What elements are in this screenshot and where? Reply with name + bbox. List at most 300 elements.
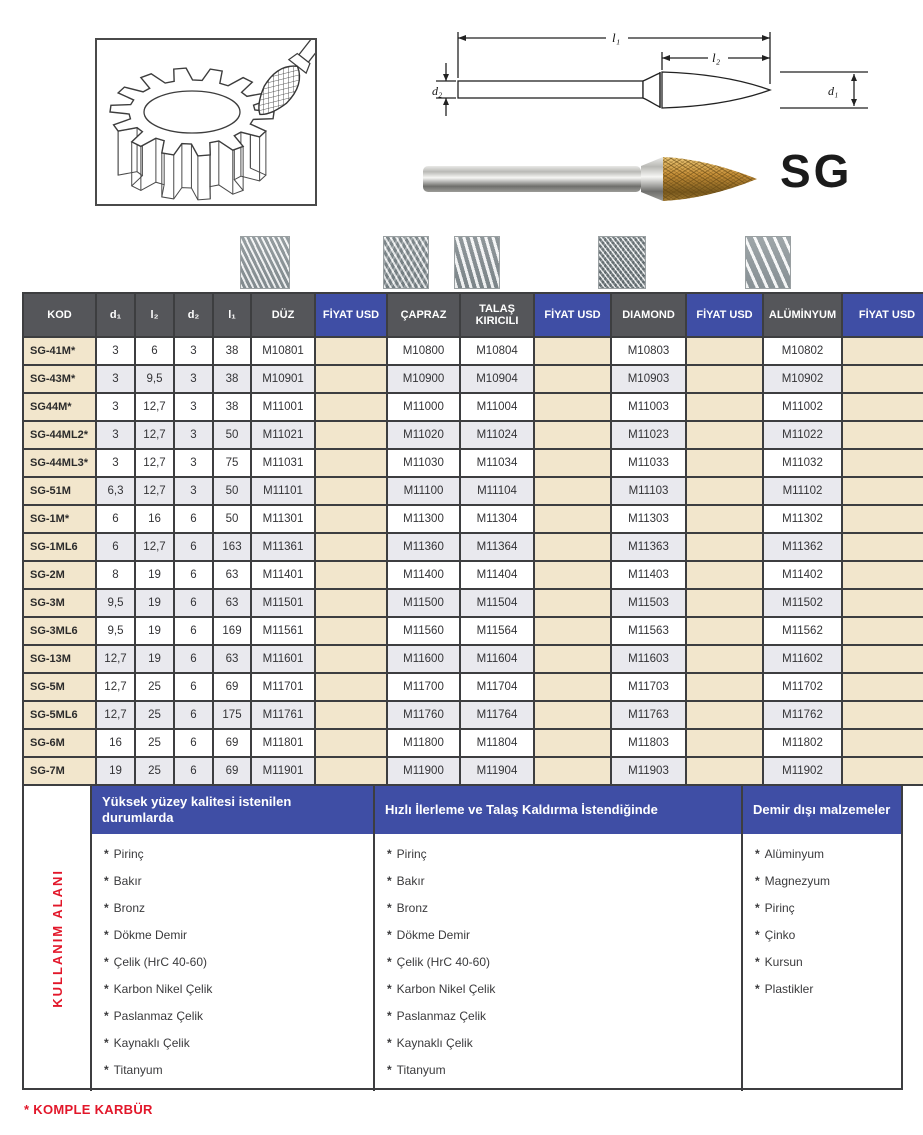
price-usd-cell xyxy=(842,477,923,505)
diamond-code-cell: M11603 xyxy=(611,645,686,673)
talas-kiricili-code-cell: M11034 xyxy=(460,449,534,477)
usage-material-list xyxy=(92,834,373,1091)
usage-material-item xyxy=(755,956,901,969)
asterisk-bullet: * xyxy=(104,847,109,861)
capraz-code-cell: M11900 xyxy=(387,757,460,785)
col-header-l2: l₂ xyxy=(135,293,174,337)
aluminyum-code-cell: M10902 xyxy=(763,365,842,393)
kod-cell: SG-41M* xyxy=(23,337,96,365)
usage-material-item xyxy=(755,983,901,996)
aluminyum-code-cell: M11702 xyxy=(763,673,842,701)
capraz-code-cell: M11030 xyxy=(387,449,460,477)
dim-label-l1: l₁ xyxy=(612,30,621,45)
l1-cell: 38 xyxy=(213,337,251,365)
material-name: Paslanmaz Çelik xyxy=(396,1009,487,1023)
diamond-code-cell: M11563 xyxy=(611,617,686,645)
price-usd-cell xyxy=(686,617,763,645)
burr-product-photo xyxy=(405,130,775,235)
talas-kiricili-code-cell: M11404 xyxy=(460,561,534,589)
l2-cell: 16 xyxy=(135,505,174,533)
d2-cell: 3 xyxy=(174,477,213,505)
col-header-duz: DÜZ xyxy=(251,293,315,337)
diamond-code-cell: M11023 xyxy=(611,421,686,449)
usage-material-item xyxy=(387,1064,741,1077)
usage-area-vertical-label: KULLANIM ALANI xyxy=(49,869,65,1008)
d1-cell: 6,3 xyxy=(96,477,135,505)
col-header-capraz: ÇAPRAZ xyxy=(387,293,460,337)
d2-cell: 6 xyxy=(174,645,213,673)
price-usd-cell xyxy=(315,365,387,393)
usage-material-item xyxy=(755,929,901,942)
aluminyum-code-cell: M11032 xyxy=(763,449,842,477)
kod-cell: SG-43M* xyxy=(23,365,96,393)
price-usd-cell xyxy=(315,477,387,505)
capraz-code-cell: M11560 xyxy=(387,617,460,645)
col-header-fiyat-usd-3: FİYAT USD xyxy=(686,293,763,337)
l1-cell: 63 xyxy=(213,589,251,617)
usage-column-header: Yüksek yüzey kalitesi istenilen durumlarda xyxy=(92,786,373,834)
dim-label-d1: d₁ xyxy=(828,84,839,98)
asterisk-bullet: * xyxy=(387,901,392,915)
d2-cell: 3 xyxy=(174,365,213,393)
d1-cell: 16 xyxy=(96,729,135,757)
talas-kiricili-code-cell: M11804 xyxy=(460,729,534,757)
l1-cell: 69 xyxy=(213,673,251,701)
price-usd-cell xyxy=(842,701,923,729)
spec-table xyxy=(22,292,923,786)
usage-area-section xyxy=(22,784,903,1090)
d1-cell: 6 xyxy=(96,533,135,561)
talas-kiricili-code-cell: M11904 xyxy=(460,757,534,785)
diamond-code-cell: M11103 xyxy=(611,477,686,505)
material-name: Paslanmaz Çelik xyxy=(113,1009,204,1023)
usage-column-header: Demir dışı malzemeler xyxy=(743,786,901,834)
col-header-diamond: DIAMOND xyxy=(611,293,686,337)
d1-cell: 12,7 xyxy=(96,645,135,673)
diamond-code-cell: M11033 xyxy=(611,449,686,477)
d2-cell: 6 xyxy=(174,673,213,701)
col-header-fiyat-usd-2: FİYAT USD xyxy=(534,293,611,337)
capraz-code-cell: M11500 xyxy=(387,589,460,617)
talas-kiricili-code-cell: M11024 xyxy=(460,421,534,449)
price-usd-cell xyxy=(534,421,611,449)
d2-cell: 3 xyxy=(174,393,213,421)
usage-material-item xyxy=(387,956,741,969)
asterisk-bullet: * xyxy=(387,874,392,888)
aluminyum-code-cell: M10802 xyxy=(763,337,842,365)
price-usd-cell xyxy=(842,757,923,785)
l1-cell: 163 xyxy=(213,533,251,561)
material-name: Karbon Nikel Çelik xyxy=(113,982,213,996)
price-usd-cell xyxy=(842,365,923,393)
price-usd-cell xyxy=(842,589,923,617)
spec-row-SG-51M xyxy=(23,477,923,505)
spec-row-SG-43M xyxy=(23,365,923,393)
diamond-code-cell: M11303 xyxy=(611,505,686,533)
diamond-code-cell: M11763 xyxy=(611,701,686,729)
col-header-d2: d₂ xyxy=(174,293,213,337)
price-usd-cell xyxy=(842,645,923,673)
kod-cell: SG-2M xyxy=(23,561,96,589)
kod-cell: SG-3ML6 xyxy=(23,617,96,645)
material-name: Bakır xyxy=(113,874,142,888)
price-usd-cell xyxy=(686,757,763,785)
spec-row-SG-3M xyxy=(23,589,923,617)
material-name: Titanyum xyxy=(396,1063,446,1077)
l2-cell: 12,7 xyxy=(135,477,174,505)
kod-cell: SG-5ML6 xyxy=(23,701,96,729)
asterisk-bullet: * xyxy=(387,982,392,996)
spec-row-SG-1ML6 xyxy=(23,533,923,561)
diamond-code-cell: M11403 xyxy=(611,561,686,589)
aluminyum-code-cell: M11022 xyxy=(763,421,842,449)
d2-cell: 6 xyxy=(174,701,213,729)
price-usd-cell xyxy=(842,421,923,449)
usage-column-header: Hızlı İlerleme ve Talaş Kaldırma İstendiğinde xyxy=(375,786,741,834)
price-usd-cell xyxy=(534,561,611,589)
material-name: Bakır xyxy=(396,874,425,888)
usage-material-item xyxy=(387,875,741,888)
material-name: Plastikler xyxy=(764,982,814,996)
kod-cell: SG-13M xyxy=(23,645,96,673)
d1-cell: 6 xyxy=(96,505,135,533)
price-usd-cell xyxy=(315,757,387,785)
asterisk-bullet: * xyxy=(104,1036,109,1050)
price-usd-cell xyxy=(686,337,763,365)
talas-kiricili-chip-breaker-photo xyxy=(454,236,500,289)
spec-row-SG-7M xyxy=(23,757,923,785)
asterisk-bullet: * xyxy=(104,874,109,888)
dimension-diagram-svg xyxy=(430,18,890,128)
price-usd-cell xyxy=(315,421,387,449)
l2-cell: 12,7 xyxy=(135,533,174,561)
aluminyum-code-cell: M11762 xyxy=(763,701,842,729)
material-name: Kaynaklı Çelik xyxy=(396,1036,473,1050)
d2-cell: 6 xyxy=(174,729,213,757)
l1-cell: 50 xyxy=(213,477,251,505)
duz-code-cell: M11021 xyxy=(251,421,315,449)
asterisk-bullet: * xyxy=(387,928,392,942)
price-usd-cell xyxy=(534,337,611,365)
price-usd-cell xyxy=(534,673,611,701)
capraz-code-cell: M11300 xyxy=(387,505,460,533)
duz-code-cell: M11031 xyxy=(251,449,315,477)
aluminyum-code-cell: M11362 xyxy=(763,533,842,561)
material-name: Karbon Nikel Çelik xyxy=(396,982,496,996)
asterisk-bullet: * xyxy=(755,928,760,942)
d2-cell: 6 xyxy=(174,757,213,785)
d1-cell: 3 xyxy=(96,449,135,477)
price-usd-cell xyxy=(315,617,387,645)
material-name: Bronz xyxy=(396,901,429,915)
talas-kiricili-code-cell: M11504 xyxy=(460,589,534,617)
kod-cell: SG-1ML6 xyxy=(23,533,96,561)
duz-code-cell: M11301 xyxy=(251,505,315,533)
price-usd-cell xyxy=(686,477,763,505)
price-usd-cell xyxy=(842,561,923,589)
spec-row-SG-41M xyxy=(23,337,923,365)
col-header-talas-kiricili: TALAŞ KIRICILI xyxy=(460,293,534,337)
material-name: Çelik (HrC 40-60) xyxy=(113,955,208,969)
usage-material-item xyxy=(104,1010,373,1023)
usage-material-item xyxy=(104,875,373,888)
top-illustrations-area xyxy=(0,0,923,292)
price-usd-cell xyxy=(315,645,387,673)
material-name: Dökme Demir xyxy=(396,928,471,942)
d1-cell: 12,7 xyxy=(96,701,135,729)
asterisk-bullet: * xyxy=(104,1009,109,1023)
l1-cell: 50 xyxy=(213,505,251,533)
burr-head-outline xyxy=(662,72,770,108)
aluminyum-code-cell: M11802 xyxy=(763,729,842,757)
asterisk-bullet: * xyxy=(104,955,109,969)
l2-cell: 19 xyxy=(135,561,174,589)
diamond-code-cell: M10903 xyxy=(611,365,686,393)
duz-code-cell: M11901 xyxy=(251,757,315,785)
asterisk-bullet: * xyxy=(387,955,392,969)
l2-cell: 12,7 xyxy=(135,449,174,477)
kod-cell: SG-6M xyxy=(23,729,96,757)
usage-material-item xyxy=(104,983,373,996)
asterisk-bullet: * xyxy=(755,982,760,996)
d2-cell: 6 xyxy=(174,589,213,617)
col-header-aluminyum: ALÜMİNYUM xyxy=(763,293,842,337)
price-usd-cell xyxy=(315,533,387,561)
asterisk-bullet: * xyxy=(104,928,109,942)
duz-code-cell: M11501 xyxy=(251,589,315,617)
usage-column-3 xyxy=(741,786,901,1091)
d1-cell: 9,5 xyxy=(96,589,135,617)
d1-cell: 3 xyxy=(96,365,135,393)
l2-cell: 19 xyxy=(135,589,174,617)
talas-kiricili-code-cell: M11604 xyxy=(460,645,534,673)
price-usd-cell xyxy=(842,505,923,533)
spec-row-SG-5M xyxy=(23,673,923,701)
material-name: Alüminyum xyxy=(764,847,825,861)
diamond-code-cell: M11903 xyxy=(611,757,686,785)
spec-row-SG-44ML2 xyxy=(23,421,923,449)
l2-cell: 25 xyxy=(135,729,174,757)
usage-area-side-cell xyxy=(24,786,90,1091)
price-usd-cell xyxy=(534,449,611,477)
d2-cell: 3 xyxy=(174,337,213,365)
shank-outline xyxy=(458,81,643,98)
kod-cell: SG-44ML2* xyxy=(23,421,96,449)
d2-cell: 6 xyxy=(174,505,213,533)
diamond-code-cell: M11003 xyxy=(611,393,686,421)
spec-row-SG-1M xyxy=(23,505,923,533)
usage-material-item xyxy=(104,929,373,942)
material-name: Kaynaklı Çelik xyxy=(113,1036,190,1050)
d1-cell: 3 xyxy=(96,421,135,449)
capraz-code-cell: M10800 xyxy=(387,337,460,365)
duz-code-cell: M11701 xyxy=(251,673,315,701)
aluminyum-cut-photo xyxy=(745,236,791,289)
l1-cell: 69 xyxy=(213,729,251,757)
talas-kiricili-code-cell: M11104 xyxy=(460,477,534,505)
usage-material-list xyxy=(375,834,741,1091)
col-header-kod: KOD xyxy=(23,293,96,337)
talas-kiricili-code-cell: M11764 xyxy=(460,701,534,729)
l1-cell: 50 xyxy=(213,421,251,449)
material-name: Pirinç xyxy=(396,847,427,861)
price-usd-cell xyxy=(315,561,387,589)
duz-code-cell: M11401 xyxy=(251,561,315,589)
capraz-code-cell: M11020 xyxy=(387,421,460,449)
capraz-code-cell: M11600 xyxy=(387,645,460,673)
duz-code-cell: M10801 xyxy=(251,337,315,365)
kod-cell: SG-5M xyxy=(23,673,96,701)
spec-row-SG-6M xyxy=(23,729,923,757)
d2-cell: 3 xyxy=(174,421,213,449)
diamond-code-cell: M11703 xyxy=(611,673,686,701)
aluminyum-code-cell: M11302 xyxy=(763,505,842,533)
l1-cell: 169 xyxy=(213,617,251,645)
col-header-d1: d₁ xyxy=(96,293,135,337)
price-usd-cell xyxy=(315,729,387,757)
spec-row-SG-5ML6 xyxy=(23,701,923,729)
d1-cell: 3 xyxy=(96,337,135,365)
price-usd-cell xyxy=(534,533,611,561)
l1-cell: 175 xyxy=(213,701,251,729)
asterisk-bullet: * xyxy=(755,874,760,888)
gear-deburring-illustration xyxy=(95,38,317,206)
usage-column-1 xyxy=(90,786,373,1091)
asterisk-bullet: * xyxy=(387,1009,392,1023)
col-header-l1: l₁ xyxy=(213,293,251,337)
diamond-code-cell: M11803 xyxy=(611,729,686,757)
d2-cell: 6 xyxy=(174,561,213,589)
duz-code-cell: M11801 xyxy=(251,729,315,757)
kod-cell: SG44M* xyxy=(23,393,96,421)
l2-cell: 19 xyxy=(135,617,174,645)
usage-material-item xyxy=(755,875,901,888)
spec-row-SG-13M xyxy=(23,645,923,673)
duz-code-cell: M11561 xyxy=(251,617,315,645)
capraz-code-cell: M11700 xyxy=(387,673,460,701)
usage-material-item xyxy=(387,929,741,942)
capraz-code-cell: M11800 xyxy=(387,729,460,757)
usage-column-2 xyxy=(373,786,741,1091)
l2-cell: 6 xyxy=(135,337,174,365)
diamond-cut-photo xyxy=(598,236,646,289)
usage-material-item xyxy=(104,1064,373,1077)
price-usd-cell xyxy=(842,673,923,701)
usage-material-item xyxy=(755,902,901,915)
price-usd-cell xyxy=(534,729,611,757)
asterisk-bullet: * xyxy=(387,1036,392,1050)
price-usd-cell xyxy=(686,701,763,729)
material-name: Pirinç xyxy=(113,847,144,861)
col-header-fiyat-usd-1: FİYAT USD xyxy=(315,293,387,337)
usage-material-item xyxy=(104,848,373,861)
capraz-code-cell: M11760 xyxy=(387,701,460,729)
gear-illustration-svg xyxy=(97,40,315,204)
price-usd-cell xyxy=(315,589,387,617)
l1-cell: 38 xyxy=(213,393,251,421)
spec-row-SG44M xyxy=(23,393,923,421)
col-header-fiyat-usd-4: FİYAT USD xyxy=(842,293,923,337)
aluminyum-code-cell: M11502 xyxy=(763,589,842,617)
d1-cell: 12,7 xyxy=(96,673,135,701)
price-usd-cell xyxy=(315,505,387,533)
duz-code-cell: M11101 xyxy=(251,477,315,505)
asterisk-bullet: * xyxy=(104,982,109,996)
price-usd-cell xyxy=(686,729,763,757)
l2-cell: 12,7 xyxy=(135,393,174,421)
l2-cell: 12,7 xyxy=(135,421,174,449)
kod-cell: SG-7M xyxy=(23,757,96,785)
footnote: * KOMPLE KARBÜR xyxy=(24,1102,153,1117)
capraz-code-cell: M10900 xyxy=(387,365,460,393)
asterisk-bullet: * xyxy=(755,847,760,861)
price-usd-cell xyxy=(686,505,763,533)
price-usd-cell xyxy=(315,701,387,729)
price-usd-cell xyxy=(534,477,611,505)
material-name: Pirinç xyxy=(764,901,795,915)
price-usd-cell xyxy=(842,393,923,421)
price-usd-cell xyxy=(315,673,387,701)
diamond-code-cell: M11363 xyxy=(611,533,686,561)
price-usd-cell xyxy=(686,421,763,449)
series-title: SG xyxy=(780,145,853,197)
kod-cell: SG-1M* xyxy=(23,505,96,533)
talas-kiricili-code-cell: M11564 xyxy=(460,617,534,645)
price-usd-cell xyxy=(842,533,923,561)
aluminyum-code-cell: M11402 xyxy=(763,561,842,589)
material-name: Bronz xyxy=(113,901,146,915)
price-usd-cell xyxy=(686,393,763,421)
kod-cell: SG-3M xyxy=(23,589,96,617)
usage-material-item xyxy=(387,848,741,861)
material-name: Çelik (HrC 40-60) xyxy=(396,955,491,969)
usage-material-item xyxy=(755,848,901,861)
d1-cell: 8 xyxy=(96,561,135,589)
asterisk-bullet: * xyxy=(755,901,760,915)
dim-label-l2: l₂ xyxy=(712,50,721,65)
asterisk-bullet: * xyxy=(755,955,760,969)
d1-cell: 19 xyxy=(96,757,135,785)
usage-material-list xyxy=(743,834,901,1010)
price-usd-cell xyxy=(686,449,763,477)
usage-material-item xyxy=(387,1037,741,1050)
price-usd-cell xyxy=(315,393,387,421)
asterisk-bullet: * xyxy=(387,847,392,861)
price-usd-cell xyxy=(686,561,763,589)
aluminyum-code-cell: M11002 xyxy=(763,393,842,421)
price-usd-cell xyxy=(315,449,387,477)
price-usd-cell xyxy=(686,589,763,617)
l1-cell: 75 xyxy=(213,449,251,477)
l1-cell: 63 xyxy=(213,561,251,589)
capraz-code-cell: M11400 xyxy=(387,561,460,589)
price-usd-cell xyxy=(686,533,763,561)
kod-cell: SG-44ML3* xyxy=(23,449,96,477)
l1-cell: 69 xyxy=(213,757,251,785)
dim-label-d2: d₂ xyxy=(432,84,443,98)
usage-material-item xyxy=(387,902,741,915)
duz-code-cell: M11601 xyxy=(251,645,315,673)
material-name: Çinko xyxy=(764,928,796,942)
aluminyum-code-cell: M11102 xyxy=(763,477,842,505)
diamond-code-cell: M11503 xyxy=(611,589,686,617)
talas-kiricili-code-cell: M11304 xyxy=(460,505,534,533)
capraz-code-cell: M11360 xyxy=(387,533,460,561)
aluminyum-code-cell: M11902 xyxy=(763,757,842,785)
talas-kiricili-code-cell: M11004 xyxy=(460,393,534,421)
usage-material-item xyxy=(387,983,741,996)
l2-cell: 9,5 xyxy=(135,365,174,393)
